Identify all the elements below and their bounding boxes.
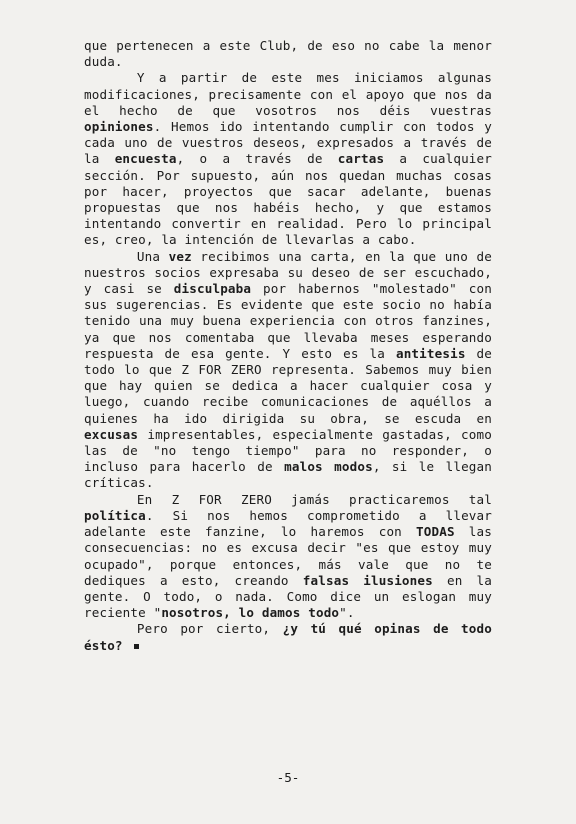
text-run: recibimos una carta, en la que uno de nuestros socios expresaba su deseo de ser escuchado, y casi se (84, 248, 492, 297)
text-run: , si le llegan críticas. (84, 459, 492, 491)
text-run: . Si nos hemos comprometido a llevar adelante este fanzine, lo haremos con (84, 507, 492, 540)
text-run: En Z FOR ZERO jamás practicaremos tal (136, 491, 492, 507)
bold-text: TODAS (416, 524, 455, 540)
paragraph (84, 70, 492, 248)
end-mark-icon (134, 644, 139, 649)
bold-text: malos modos (284, 459, 373, 475)
text-run: por habernos "molestado" con sus sugerencias. Es evidente que este socio no había tenido una muy buena experiencia con otros fanzines, ya que nos comentaba que llevaba meses esperando respuesta de esa gente. Y esto es la (84, 281, 492, 361)
paragraph (84, 621, 492, 653)
bold-text: disculpaba (173, 281, 252, 297)
paragraph (84, 38, 492, 70)
bold-text: falsas ilusiones (302, 572, 433, 588)
text-run: Una (136, 248, 169, 264)
paragraph (84, 249, 492, 492)
bold-text: opiniones (84, 119, 154, 135)
text-run: de todo lo que Z FOR ZERO representa. Sabemos muy bien que hay quien se dedica a hacer cualquier cosa y luego, cuando recibe comunicaciones de aquéllos a quienes ha ido dirigida su obra, se escuda en (84, 345, 492, 426)
bold-text: encuesta (114, 151, 177, 167)
text-run: en la gente. O todo, o nada. Como dice un eslogan muy reciente " (84, 572, 492, 621)
paragraph (84, 492, 492, 622)
page-number: -5- (276, 770, 300, 785)
text-run: ". (339, 605, 355, 621)
bold-text: vez (168, 248, 192, 264)
text-run: , o a través de (176, 151, 338, 167)
text-run: impresentables, especialmente gastadas, como las de "no tengo tiempo" para no responder, o incluso para hacerlo de (84, 426, 492, 475)
text-run: . Hemos ido intentando cumplir con todos y cada uno de vuestros deseos, expresados a través de la (84, 119, 492, 167)
bold-text: ¿y tú qué opinas de todo ésto? (84, 621, 492, 653)
bold-text: nosotros, lo damos todo (161, 605, 340, 621)
text-run: a cualquier sección. Por supuesto, aún nos quedan muchas cosas por hacer, proyectos que sacar adelante, buenas propuestas que nos habéis hecho, y que estamos intentando convertir en realidad. Pero lo principal es, creo, la intención de llevarlas a cabo. (84, 151, 492, 248)
bold-text: cartas (337, 151, 385, 167)
bold-text: antitesis (395, 345, 466, 361)
text-run: Y a partir de este mes iniciamos algunas modificaciones, precisamente con el apoyo que nos da el hecho de que vosotros nos déis vuestras (84, 70, 492, 118)
text-run: que pertenecen a este Club, de eso no cabe la menor duda. (84, 38, 492, 70)
text-run: Pero por cierto, (136, 621, 283, 637)
body-text (84, 38, 492, 654)
bold-text: política (84, 507, 146, 523)
bold-text: excusas (84, 426, 139, 442)
text-run: las consecuencias: no es excusa decir "es que estoy muy ocupado", porque entonces, más vale que no te dediques a esto, creando (84, 524, 492, 588)
